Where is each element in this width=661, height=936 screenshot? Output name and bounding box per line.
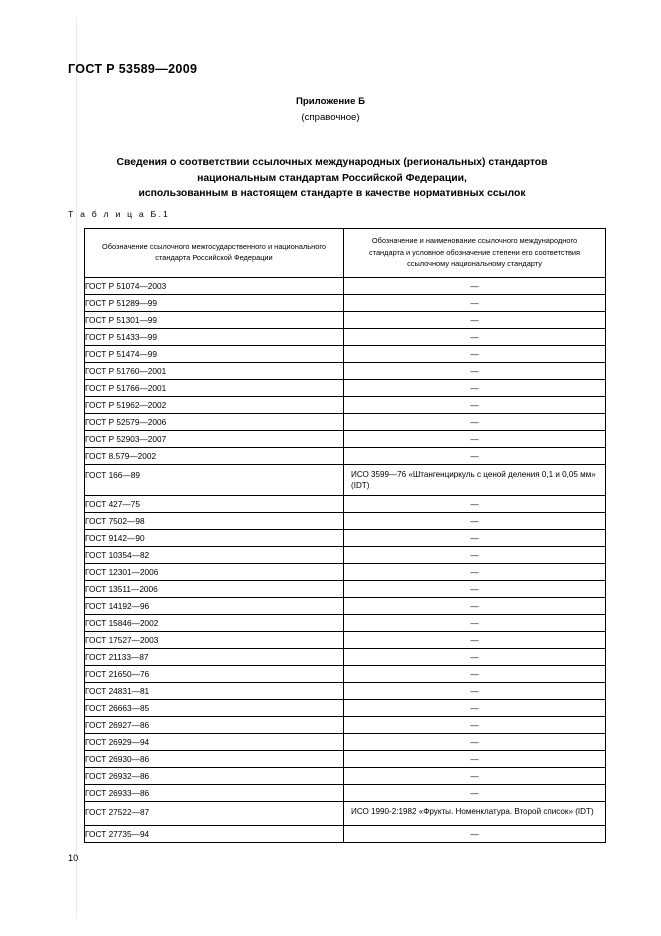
em-dash-placeholder: — [470, 498, 479, 509]
page-title-line-2: национальным стандартам Российской Федерации, [197, 172, 467, 184]
table-header-row [85, 229, 606, 278]
cell-no-international-equivalent [344, 767, 606, 784]
em-dash-placeholder: — [470, 532, 479, 543]
page-number: 10 [68, 853, 79, 863]
em-dash-placeholder: — [470, 770, 479, 781]
table-row [85, 580, 606, 597]
cell-national-standard: ГОСТ Р 51301—99 [85, 311, 344, 328]
table-row [85, 294, 606, 311]
page-title [62, 155, 602, 202]
table-row [85, 495, 606, 512]
table-row [85, 464, 606, 495]
em-dash-placeholder: — [470, 549, 479, 560]
table-row [85, 682, 606, 699]
cell-national-standard: ГОСТ 26663—85 [85, 699, 344, 716]
table-row [85, 801, 606, 825]
cell-national-standard: ГОСТ 17527—2003 [85, 631, 344, 648]
em-dash-placeholder: — [470, 634, 479, 645]
standard-designation-header: ГОСТ Р 53589—2009 [68, 62, 198, 76]
reference-standards-table [84, 228, 606, 843]
annex-kind: (справочное) [301, 112, 360, 123]
column-header-international: Обозначение и наименование ссылочного международного стандарта и условное обозначение степени его соответствия ссылочному национальному стандарту [344, 229, 606, 278]
em-dash-placeholder: — [470, 433, 479, 444]
table-row [85, 716, 606, 733]
page-title-line-3: использованным в настоящем стандарте в качестве нормативных ссылок [138, 188, 526, 199]
cell-no-international-equivalent [344, 362, 606, 379]
cell-no-international-equivalent [344, 345, 606, 362]
em-dash-placeholder: — [470, 314, 479, 325]
cell-national-standard: ГОСТ Р 52903—2007 [85, 430, 344, 447]
em-dash-placeholder: — [470, 583, 479, 594]
em-dash-placeholder: — [470, 515, 479, 526]
cell-national-standard: ГОСТ 10354—82 [85, 546, 344, 563]
em-dash-placeholder: — [470, 280, 479, 291]
cell-no-international-equivalent [344, 430, 606, 447]
cell-no-international-equivalent [344, 614, 606, 631]
table-caption: Т а б л и ц а Б.1 [68, 209, 171, 219]
cell-no-international-equivalent [344, 413, 606, 430]
cell-international-standard: ИСО 3599—76 «Штангенциркуль с ценой деления 0,1 и 0,05 мм» (IDT) [344, 464, 606, 495]
em-dash-placeholder: — [470, 651, 479, 662]
cell-no-international-equivalent [344, 396, 606, 413]
table-row [85, 665, 606, 682]
cell-national-standard: ГОСТ 166—89 [85, 464, 344, 495]
cell-no-international-equivalent [344, 784, 606, 801]
cell-national-standard: ГОСТ 21133—87 [85, 648, 344, 665]
cell-national-standard: ГОСТ Р 51766—2001 [85, 379, 344, 396]
table-row [85, 379, 606, 396]
cell-national-standard: ГОСТ Р 51962—2002 [85, 396, 344, 413]
cell-no-international-equivalent [344, 546, 606, 563]
cell-national-standard: ГОСТ 24831—81 [85, 682, 344, 699]
cell-national-standard: ГОСТ 14192—96 [85, 597, 344, 614]
page-title-line-1: Сведения о соответствии ссылочных международных (региональных) стандартов [116, 157, 548, 168]
table-row [85, 362, 606, 379]
table-body [85, 277, 606, 842]
cell-no-international-equivalent [344, 631, 606, 648]
cell-international-standard: ИСО 1990-2:1982 «Фрукты. Номенклатура. Второй список» (IDT) [344, 801, 606, 825]
cell-national-standard: ГОСТ 15846—2002 [85, 614, 344, 631]
cell-no-international-equivalent [344, 294, 606, 311]
table-row [85, 311, 606, 328]
cell-no-international-equivalent [344, 512, 606, 529]
cell-no-international-equivalent [344, 597, 606, 614]
cell-no-international-equivalent [344, 733, 606, 750]
cell-no-international-equivalent [344, 580, 606, 597]
table-row [85, 597, 606, 614]
table-row [85, 699, 606, 716]
cell-no-international-equivalent [344, 311, 606, 328]
cell-national-standard: ГОСТ 26929—94 [85, 733, 344, 750]
em-dash-placeholder: — [470, 297, 479, 308]
cell-national-standard: ГОСТ 427—75 [85, 495, 344, 512]
cell-national-standard: ГОСТ 26927—86 [85, 716, 344, 733]
cell-national-standard: ГОСТ 8.579—2002 [85, 447, 344, 464]
table-row [85, 563, 606, 580]
cell-national-standard: ГОСТ 9142—90 [85, 529, 344, 546]
cell-no-international-equivalent [344, 825, 606, 842]
cell-national-standard: ГОСТ Р 51074—2003 [85, 277, 344, 294]
cell-national-standard: ГОСТ 26932—86 [85, 767, 344, 784]
cell-national-standard: ГОСТ Р 51433—99 [85, 328, 344, 345]
table-row [85, 447, 606, 464]
table-row [85, 396, 606, 413]
em-dash-placeholder: — [470, 719, 479, 730]
table-row [85, 546, 606, 563]
cell-national-standard: ГОСТ Р 52579—2006 [85, 413, 344, 430]
cell-national-standard: ГОСТ 27735—94 [85, 825, 344, 842]
cell-national-standard: ГОСТ Р 51760—2001 [85, 362, 344, 379]
em-dash-placeholder: — [470, 828, 479, 839]
table-row [85, 277, 606, 294]
table-row [85, 767, 606, 784]
em-dash-placeholder: — [470, 668, 479, 679]
table-row [85, 430, 606, 447]
cell-national-standard: ГОСТ Р 51474—99 [85, 345, 344, 362]
em-dash-placeholder: — [470, 753, 479, 764]
cell-no-international-equivalent [344, 447, 606, 464]
em-dash-placeholder: — [470, 600, 479, 611]
table-row [85, 784, 606, 801]
em-dash-placeholder: — [470, 685, 479, 696]
cell-no-international-equivalent [344, 277, 606, 294]
cell-national-standard: ГОСТ 12301—2006 [85, 563, 344, 580]
table-row [85, 413, 606, 430]
cell-no-international-equivalent [344, 665, 606, 682]
table-row [85, 328, 606, 345]
em-dash-placeholder: — [470, 382, 479, 393]
cell-no-international-equivalent [344, 699, 606, 716]
page-frame-line [76, 18, 77, 918]
table-row [85, 631, 606, 648]
cell-no-international-equivalent [344, 563, 606, 580]
em-dash-placeholder: — [470, 416, 479, 427]
table-row [85, 648, 606, 665]
cell-no-international-equivalent [344, 529, 606, 546]
em-dash-placeholder: — [470, 736, 479, 747]
em-dash-placeholder: — [470, 348, 479, 359]
cell-national-standard: ГОСТ 26930—86 [85, 750, 344, 767]
table-row [85, 614, 606, 631]
table-row [85, 733, 606, 750]
cell-national-standard: ГОСТ Р 51289—99 [85, 294, 344, 311]
em-dash-placeholder: — [470, 450, 479, 461]
cell-no-international-equivalent [344, 716, 606, 733]
em-dash-placeholder: — [470, 702, 479, 713]
cell-no-international-equivalent [344, 682, 606, 699]
table-row [85, 345, 606, 362]
cell-national-standard: ГОСТ 21650—76 [85, 665, 344, 682]
cell-no-international-equivalent [344, 495, 606, 512]
cell-no-international-equivalent [344, 648, 606, 665]
annex-label: Приложение Б [296, 96, 365, 107]
em-dash-placeholder: — [470, 365, 479, 376]
cell-national-standard: ГОСТ 27522—87 [85, 801, 344, 825]
cell-national-standard: ГОСТ 13511—2006 [85, 580, 344, 597]
table-row [85, 529, 606, 546]
em-dash-placeholder: — [470, 617, 479, 628]
table-row [85, 512, 606, 529]
column-header-national: Обозначение ссылочного межгосударственного и национального стандарта Российской Федерации [85, 229, 344, 278]
cell-no-international-equivalent [344, 750, 606, 767]
annex-heading [0, 94, 661, 126]
table-row [85, 750, 606, 767]
em-dash-placeholder: — [470, 566, 479, 577]
em-dash-placeholder: — [470, 399, 479, 410]
cell-national-standard: ГОСТ 26933—86 [85, 784, 344, 801]
cell-no-international-equivalent [344, 328, 606, 345]
cell-no-international-equivalent [344, 379, 606, 396]
em-dash-placeholder: — [470, 331, 479, 342]
em-dash-placeholder: — [470, 787, 479, 798]
table-row [85, 825, 606, 842]
cell-national-standard: ГОСТ 7502—98 [85, 512, 344, 529]
